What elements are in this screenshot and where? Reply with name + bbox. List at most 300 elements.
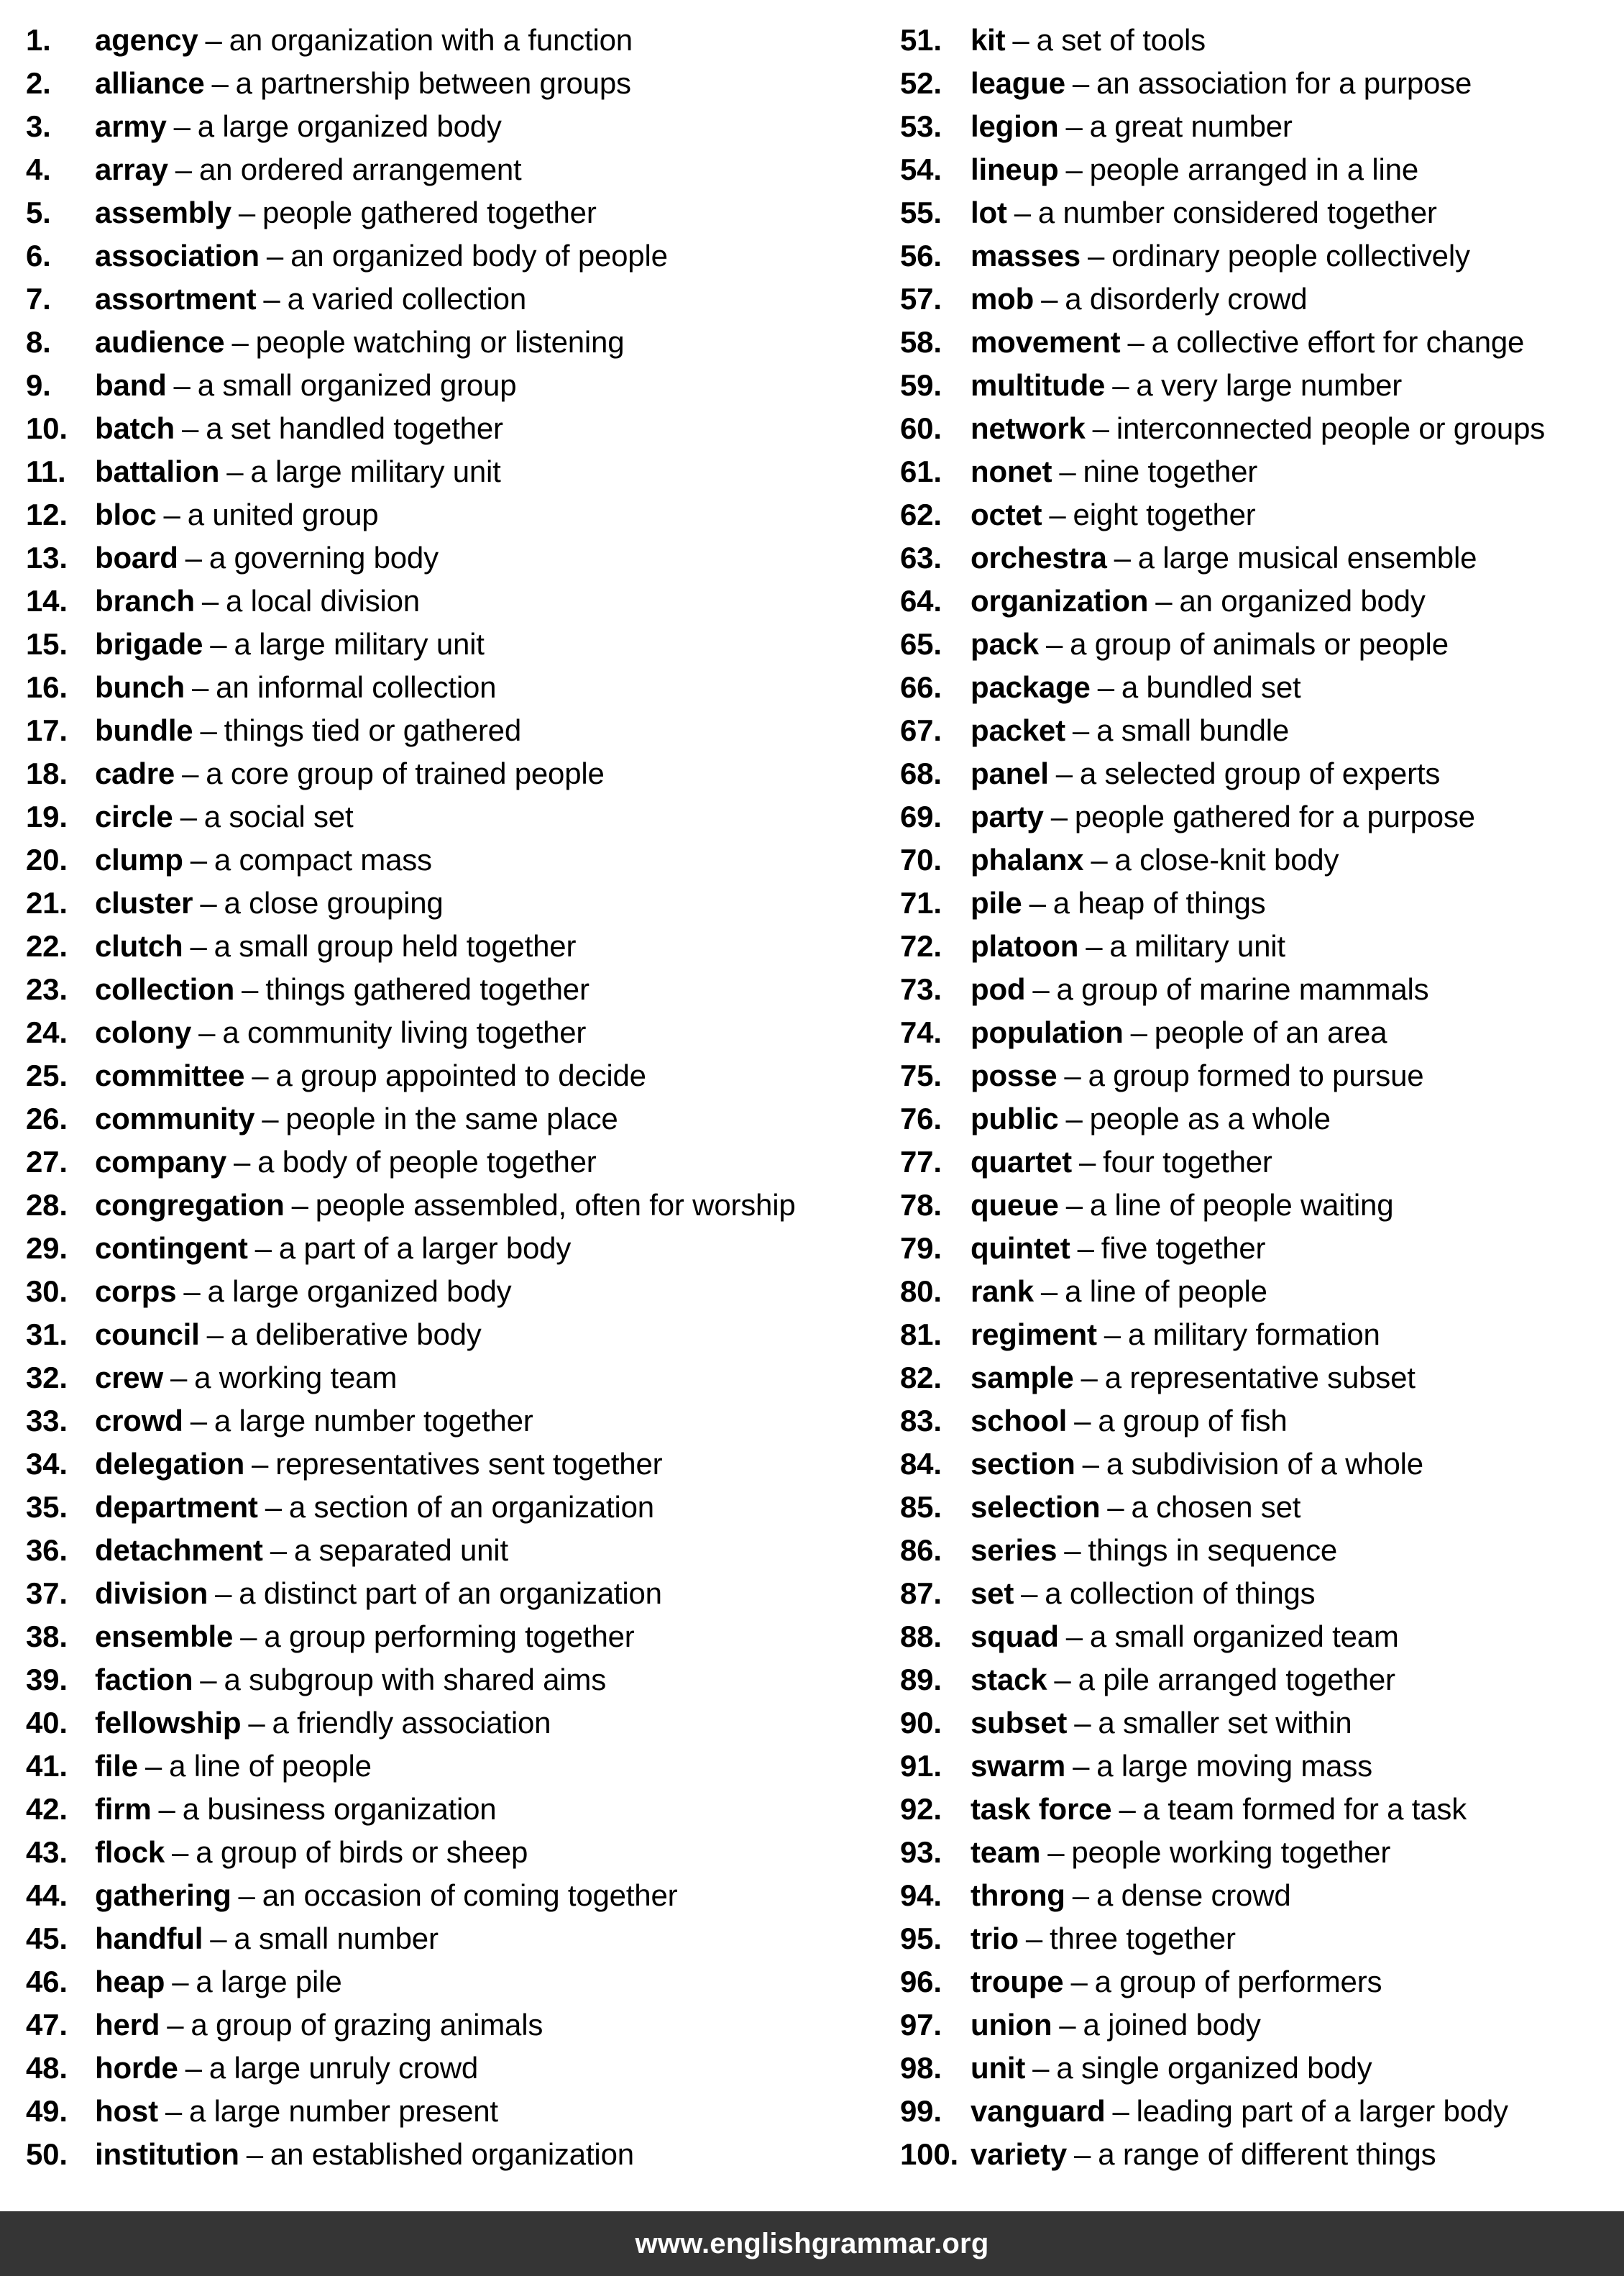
item-term: public — [971, 1102, 1059, 1135]
item-separator: – — [1074, 1706, 1091, 1740]
item-definition: a large moving mass — [1096, 1749, 1372, 1783]
item-number: 79. — [900, 1231, 942, 1265]
item-number: 16. — [26, 670, 68, 704]
list-item — [26, 1874, 889, 1917]
item-separator: – — [1054, 1663, 1071, 1696]
item-term: branch — [95, 584, 195, 618]
list-item — [900, 795, 1624, 838]
list-item — [900, 536, 1624, 580]
item-separator: – — [231, 325, 249, 359]
item-number: 88. — [900, 1619, 942, 1653]
list-item — [26, 19, 889, 62]
item-separator: – — [210, 1921, 227, 1955]
item-definition: people gathered together — [262, 196, 597, 229]
list-item — [900, 968, 1624, 1011]
item-definition: things tied or gathered — [224, 713, 521, 747]
item-definition: an organization with a function — [229, 23, 633, 57]
item-term: array — [95, 152, 168, 186]
item-term: association — [95, 239, 260, 273]
item-definition: a very large number — [1136, 368, 1403, 402]
item-definition: nine together — [1083, 454, 1258, 488]
list-item — [900, 1658, 1624, 1701]
item-separator: – — [291, 1188, 308, 1222]
item-separator: – — [1091, 843, 1108, 877]
item-number: 75. — [900, 1059, 942, 1092]
item-definition: people assembled, often for worship — [315, 1188, 796, 1222]
item-term: octet — [971, 498, 1042, 531]
list-item — [26, 1917, 889, 1960]
item-separator: – — [210, 627, 227, 661]
item-number: 11. — [26, 454, 66, 488]
item-definition: a large number together — [214, 1404, 533, 1438]
item-number: 44. — [26, 1878, 68, 1912]
item-definition: an organized body — [1179, 584, 1426, 618]
item-definition: a collective effort for change — [1151, 325, 1525, 359]
item-separator: – — [175, 152, 192, 186]
item-term: bunch — [95, 670, 185, 704]
item-separator: – — [172, 1835, 189, 1869]
item-definition: a subgroup with shared aims — [224, 1663, 607, 1696]
item-definition: a close grouping — [224, 886, 444, 920]
item-term: sample — [971, 1361, 1074, 1394]
list-item — [900, 1615, 1624, 1658]
item-separator: – — [144, 1749, 162, 1783]
item-separator: – — [1032, 972, 1050, 1006]
item-separator: – — [1040, 1274, 1058, 1308]
item-term: company — [95, 1145, 226, 1179]
item-separator: – — [173, 368, 191, 402]
list-item — [26, 1443, 889, 1486]
list-item — [26, 666, 889, 709]
item-number: 18. — [26, 757, 68, 790]
list-item — [26, 1529, 889, 1572]
item-definition: interconnected people or groups — [1116, 411, 1546, 445]
item-term: delegation — [95, 1447, 245, 1481]
item-definition: a small number — [234, 1921, 439, 1955]
item-separator: – — [173, 109, 191, 143]
item-separator: – — [158, 1792, 175, 1826]
item-separator: – — [1070, 1965, 1088, 1998]
item-term: clump — [95, 843, 183, 877]
item-separator: – — [1073, 1749, 1090, 1783]
item-number: 34. — [26, 1447, 68, 1481]
item-number: 37. — [26, 1576, 68, 1610]
item-separator: – — [1078, 1145, 1096, 1179]
item-term: assortment — [95, 282, 257, 316]
item-definition: a disorderly crowd — [1065, 282, 1308, 316]
item-number: 14. — [26, 584, 68, 618]
item-number: 29. — [26, 1231, 68, 1265]
item-separator: – — [215, 1576, 232, 1610]
item-definition: a bundled set — [1121, 670, 1301, 704]
item-separator: – — [191, 670, 209, 704]
item-separator: – — [240, 1619, 257, 1653]
item-term: committee — [95, 1059, 245, 1092]
item-separator: – — [185, 2051, 202, 2085]
item-definition: people watching or listening — [255, 325, 625, 359]
item-term: handful — [95, 1921, 203, 1955]
list-item — [26, 1399, 889, 1443]
item-definition: a section of an organization — [288, 1490, 654, 1524]
item-number: 96. — [900, 1965, 942, 1998]
list-item — [900, 925, 1624, 968]
item-definition: a large unruly crowd — [208, 2051, 479, 2085]
list-item — [900, 105, 1624, 148]
item-term: heap — [95, 1965, 165, 1998]
item-definition: a subdivision of a whole — [1106, 1447, 1423, 1481]
item-definition: a large organized body — [197, 109, 502, 143]
item-term: contingent — [95, 1231, 248, 1265]
item-number: 87. — [900, 1576, 942, 1610]
item-number: 76. — [900, 1102, 942, 1135]
item-term: population — [971, 1015, 1124, 1049]
item-term: variety — [971, 2137, 1068, 2171]
item-number: 35. — [26, 1490, 68, 1524]
list-item — [900, 1097, 1624, 1141]
list-item — [900, 450, 1624, 493]
item-definition: a group of fish — [1098, 1404, 1288, 1438]
item-number: 55. — [900, 196, 942, 229]
list-item — [26, 493, 889, 536]
item-definition: a varied collection — [287, 282, 526, 316]
item-separator: – — [180, 800, 197, 833]
item-separator: – — [248, 1706, 265, 1740]
item-separator: – — [238, 1878, 255, 1912]
item-definition: a large organized body — [207, 1274, 512, 1308]
list-item — [26, 1227, 889, 1270]
item-definition: a group of birds or sheep — [196, 1835, 528, 1869]
item-number: 8. — [26, 325, 51, 359]
list-item — [900, 191, 1624, 234]
item-separator: – — [246, 2137, 263, 2171]
list-item — [900, 838, 1624, 882]
item-definition: a large musical ensemble — [1137, 541, 1477, 575]
item-separator: – — [198, 1015, 216, 1049]
item-definition: a community living together — [222, 1015, 587, 1049]
item-separator: – — [1112, 2094, 1129, 2128]
item-definition: a collection of things — [1045, 1576, 1316, 1610]
item-number: 56. — [900, 239, 942, 273]
item-term: organization — [971, 584, 1149, 618]
list-item — [26, 450, 889, 493]
item-term: pod — [971, 972, 1026, 1006]
item-number: 57. — [900, 282, 942, 316]
item-term: troupe — [971, 1965, 1064, 1998]
item-number: 28. — [26, 1188, 68, 1222]
item-separator: – — [1059, 2008, 1076, 2042]
list-item — [900, 623, 1624, 666]
list-item — [900, 752, 1624, 795]
item-definition: people in the same place — [285, 1102, 618, 1135]
item-definition: people as a whole — [1089, 1102, 1331, 1135]
list-item — [26, 407, 889, 450]
item-definition: a business organization — [182, 1792, 497, 1826]
item-separator: – — [263, 282, 280, 316]
item-term: kit — [971, 23, 1006, 57]
item-term: firm — [95, 1792, 152, 1826]
list-item — [900, 1874, 1624, 1917]
item-separator: – — [163, 498, 180, 531]
item-term: school — [971, 1404, 1068, 1438]
list-item — [26, 752, 889, 795]
item-number: 20. — [26, 843, 68, 877]
list-item — [26, 1097, 889, 1141]
item-separator: – — [252, 1447, 269, 1481]
item-term: cluster — [95, 886, 193, 920]
item-separator: – — [1064, 1059, 1081, 1092]
item-separator: – — [1021, 1576, 1038, 1610]
item-separator: – — [1065, 109, 1083, 143]
list-item — [26, 1788, 889, 1831]
item-definition: a dense crowd — [1096, 1878, 1291, 1912]
item-separator: – — [1045, 627, 1063, 661]
item-number: 5. — [26, 196, 51, 229]
item-separator: – — [1049, 498, 1066, 531]
list-item — [26, 882, 889, 925]
item-definition: a small organized group — [197, 368, 517, 402]
list-item — [900, 1184, 1624, 1227]
item-number: 41. — [26, 1749, 68, 1783]
item-separator: – — [1047, 1835, 1065, 1869]
list-item — [900, 666, 1624, 709]
list-item — [26, 1313, 889, 1356]
item-number: 12. — [26, 498, 68, 531]
item-number: 33. — [26, 1404, 68, 1438]
list-item — [26, 838, 889, 882]
item-definition: a large military unit — [250, 454, 501, 488]
item-number: 91. — [900, 1749, 942, 1783]
item-number: 78. — [900, 1188, 942, 1222]
item-number: 70. — [900, 843, 942, 877]
item-separator: – — [1119, 1792, 1136, 1826]
item-number: 62. — [900, 498, 942, 531]
item-separator: – — [234, 1145, 251, 1179]
item-term: package — [971, 670, 1091, 704]
item-definition: a single organized body — [1056, 2051, 1372, 2085]
item-term: rank — [971, 1274, 1034, 1308]
item-number: 43. — [26, 1835, 68, 1869]
item-number: 99. — [900, 2094, 942, 2128]
item-number: 69. — [900, 800, 942, 833]
item-separator: – — [1072, 66, 1090, 100]
list-item — [26, 191, 889, 234]
item-number: 100. — [900, 2137, 958, 2171]
item-separator: – — [242, 972, 259, 1006]
item-term: file — [95, 1749, 138, 1783]
item-term: squad — [971, 1619, 1059, 1653]
item-number: 4. — [26, 152, 51, 186]
item-term: bundle — [95, 713, 193, 747]
item-definition: representatives sent together — [275, 1447, 663, 1481]
item-number: 58. — [900, 325, 942, 359]
item-definition: a body of people together — [257, 1145, 597, 1179]
item-number: 54. — [900, 152, 942, 186]
item-separator: – — [266, 239, 284, 273]
item-term: assembly — [95, 196, 231, 229]
item-separator: – — [211, 66, 229, 100]
list-item — [26, 105, 889, 148]
item-number: 80. — [900, 1274, 942, 1308]
item-definition: a small organized team — [1089, 1619, 1399, 1653]
item-definition: a partnership between groups — [235, 66, 631, 100]
item-number: 13. — [26, 541, 68, 575]
item-number: 77. — [900, 1145, 942, 1179]
item-definition: a compact mass — [214, 843, 432, 877]
list-item — [26, 580, 889, 623]
item-term: lineup — [971, 152, 1059, 186]
item-number: 39. — [26, 1663, 68, 1696]
item-term: band — [95, 368, 167, 402]
item-number: 51. — [900, 23, 942, 57]
list-item — [26, 62, 889, 105]
item-definition: a local division — [226, 584, 420, 618]
item-number: 22. — [26, 929, 68, 963]
list-item — [26, 321, 889, 364]
item-separator: – — [1127, 325, 1144, 359]
item-term: unit — [971, 2051, 1026, 2085]
item-definition: a separated unit — [293, 1533, 508, 1567]
item-term: mob — [971, 282, 1035, 316]
item-separator: – — [170, 1361, 188, 1394]
item-separator: – — [167, 2008, 184, 2042]
item-term: posse — [971, 1059, 1058, 1092]
list-item — [26, 1572, 889, 1615]
item-separator: – — [1086, 929, 1103, 963]
list-item — [900, 1443, 1624, 1486]
item-term: quartet — [971, 1145, 1072, 1179]
list-item — [26, 1054, 889, 1097]
item-number: 60. — [900, 411, 942, 445]
item-number: 68. — [900, 757, 942, 790]
item-term: multitude — [971, 368, 1106, 402]
item-definition: a large number present — [189, 2094, 498, 2128]
list-item — [26, 1141, 889, 1184]
item-definition: a line of people waiting — [1089, 1188, 1394, 1222]
item-separator: – — [1041, 282, 1058, 316]
item-separator: – — [190, 843, 207, 877]
item-term: crew — [95, 1361, 163, 1394]
item-term: lot — [971, 196, 1007, 229]
item-definition: people of an area — [1154, 1015, 1387, 1049]
list-item — [26, 148, 889, 191]
item-definition: three together — [1050, 1921, 1236, 1955]
list-item — [26, 795, 889, 838]
item-term: subset — [971, 1706, 1068, 1740]
item-definition: ordinary people collectively — [1111, 239, 1470, 273]
word-list — [0, 19, 1624, 2205]
item-definition: a line of people — [1065, 1274, 1267, 1308]
item-term: congregation — [95, 1188, 285, 1222]
item-number: 2. — [26, 66, 51, 100]
item-definition: a core group of trained people — [206, 757, 605, 790]
item-term: ensemble — [95, 1619, 234, 1653]
list-item — [900, 2003, 1624, 2047]
item-number: 85. — [900, 1490, 942, 1524]
item-number: 27. — [26, 1145, 68, 1179]
item-separator: – — [205, 23, 222, 57]
item-definition: an established organization — [270, 2137, 634, 2171]
list-item — [26, 1486, 889, 1529]
item-definition: four together — [1103, 1145, 1272, 1179]
item-separator: – — [270, 1533, 287, 1567]
item-term: quintet — [971, 1231, 1070, 1265]
list-item — [26, 1701, 889, 1745]
item-number: 1. — [26, 23, 51, 57]
item-definition: leading part of a larger body — [1136, 2094, 1508, 2128]
item-separator: – — [182, 757, 199, 790]
item-number: 52. — [900, 66, 942, 100]
list-item — [26, 2133, 889, 2176]
item-term: swarm — [971, 1749, 1066, 1783]
item-separator: – — [1104, 1317, 1121, 1351]
item-term: collection — [95, 972, 235, 1006]
list-item — [26, 1960, 889, 2003]
item-term: corps — [95, 1274, 177, 1308]
item-definition: a representative subset — [1104, 1361, 1416, 1394]
list-item — [26, 364, 889, 407]
item-separator: – — [1065, 1188, 1083, 1222]
item-term: clutch — [95, 929, 183, 963]
item-term: regiment — [971, 1317, 1097, 1351]
item-number: 73. — [900, 972, 942, 1006]
item-separator: – — [252, 1059, 269, 1092]
item-term: crowd — [95, 1404, 183, 1438]
item-number: 19. — [26, 800, 68, 833]
item-separator: – — [206, 1317, 224, 1351]
item-term: circle — [95, 800, 173, 833]
list-item — [26, 1745, 889, 1788]
list-item — [900, 1141, 1624, 1184]
item-term: series — [971, 1533, 1058, 1567]
item-term: stack — [971, 1663, 1047, 1696]
list-item — [26, 1658, 889, 1701]
item-separator: – — [1029, 886, 1046, 920]
item-term: horde — [95, 2051, 178, 2085]
item-number: 47. — [26, 2008, 68, 2042]
item-term: board — [95, 541, 178, 575]
item-term: herd — [95, 2008, 160, 2042]
item-separator: – — [1074, 2137, 1091, 2171]
list-item — [26, 1356, 889, 1399]
list-item — [26, 1184, 889, 1227]
footer-website-url: www.englishgrammar.org — [635, 2227, 989, 2259]
item-definition: a joined body — [1083, 2008, 1261, 2042]
item-term: flock — [95, 1835, 165, 1869]
item-separator: – — [1032, 2051, 1050, 2085]
item-number: 6. — [26, 239, 51, 273]
item-term: fellowship — [95, 1706, 242, 1740]
item-definition: a working team — [194, 1361, 398, 1394]
item-definition: a small bundle — [1096, 713, 1290, 747]
item-definition: people working together — [1071, 1835, 1391, 1869]
item-number: 42. — [26, 1792, 68, 1826]
item-number: 21. — [26, 886, 68, 920]
item-number: 31. — [26, 1317, 68, 1351]
item-definition: a large military unit — [234, 627, 485, 661]
item-definition: a military formation — [1127, 1317, 1380, 1351]
list-item — [900, 2133, 1624, 2176]
item-number: 23. — [26, 972, 68, 1006]
item-definition: a deliberative body — [230, 1317, 482, 1351]
item-definition: a heap of things — [1052, 886, 1266, 920]
item-number: 93. — [900, 1835, 942, 1869]
item-definition: eight together — [1073, 498, 1256, 531]
item-number: 9. — [26, 368, 51, 402]
item-definition: things gathered together — [265, 972, 589, 1006]
right-column — [900, 19, 1624, 2176]
item-term: trio — [971, 1921, 1019, 1955]
item-term: throng — [971, 1878, 1065, 1912]
